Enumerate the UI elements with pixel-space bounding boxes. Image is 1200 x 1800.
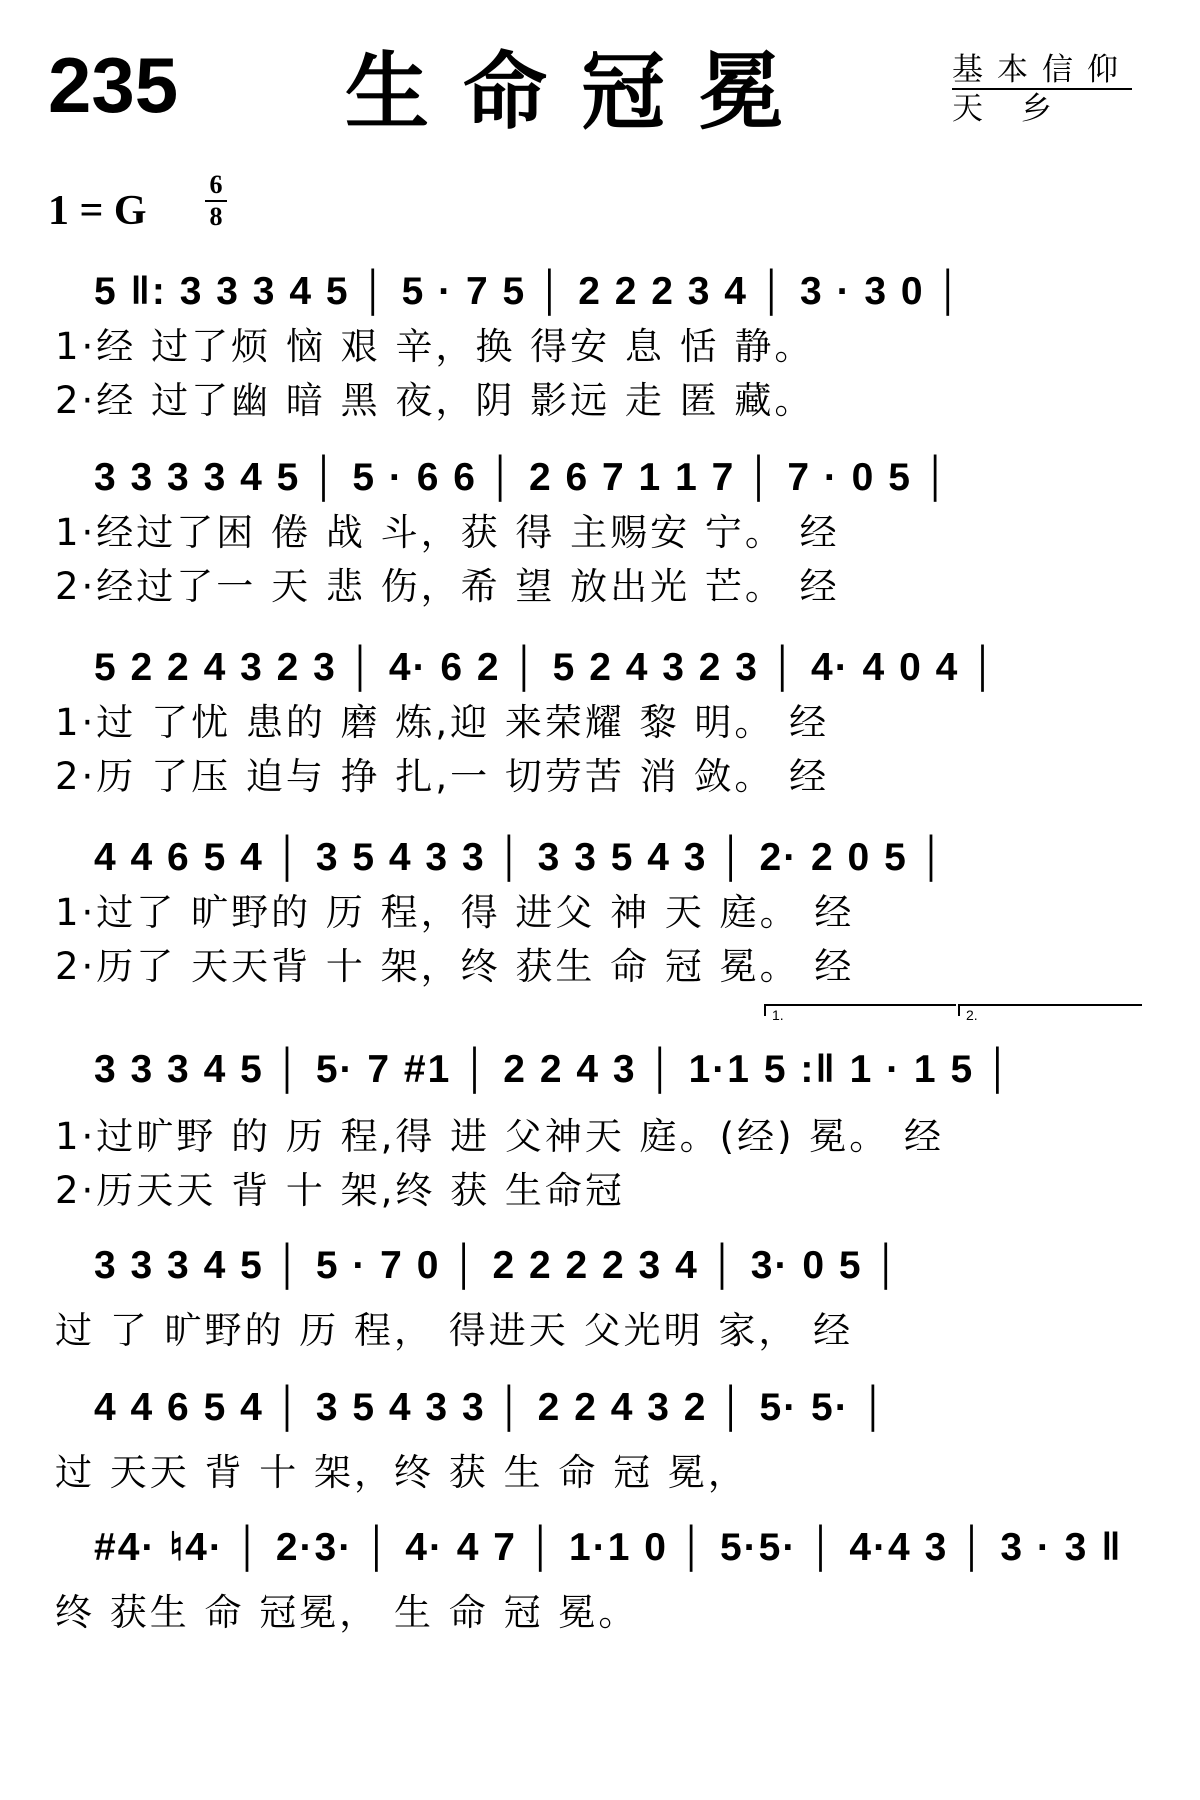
hymn-number: 235 <box>48 41 179 129</box>
hymn-author: 天 乡 <box>952 91 1066 127</box>
lyric-line-4-verse-2: 2·历了 天天背 十 架，终 获生 命 冠 冕。 经 <box>55 945 855 988</box>
lyric-line-1-verse-2: 2·经 过了幽 暗 黑 夜，阴 影远 走 匿 藏。 <box>55 379 815 422</box>
notation-line-2: 3 3 3 3 4 5 │ 5 · 6 6 │ 2 6 7 1 1 7 │ 7 · 0 5 │ <box>94 456 952 499</box>
lyric-line-3-verse-2: 2·历 了压 迫与 挣 扎,一 切劳苦 消 敛。 经 <box>55 755 830 798</box>
time-signature-bottom: 8 <box>209 202 223 231</box>
notation-line-6: 3 3 3 4 5 │ 5 · 7 0 │ 2 2 2 2 3 4 │ 3· 0 5 │ <box>94 1244 902 1287</box>
volta-bracket-2-label: 2. <box>966 1007 978 1023</box>
key-signature: 1 = G <box>48 188 147 234</box>
lyric-line-2-verse-2: 2·经过了一 天 悲 伤，希 望 放出光 芒。 经 <box>55 565 840 608</box>
lyric-line-3-verse-1: 1·过 了忧 患的 磨 炼,迎 来荣耀 黎 明。 经 <box>55 701 830 744</box>
notation-line-4: 4 4 6 5 4 │ 3 5 4 3 3 │ 3 3 5 4 3 │ 2· 2 0 5 │ <box>94 836 947 879</box>
hymn-title: 生命冠冕 <box>345 43 818 141</box>
lyric-line-2-verse-1: 1·经过了困 倦 战 斗，获 得 主赐安 宁。 经 <box>55 511 840 554</box>
volta-bracket-1 <box>764 1004 956 1023</box>
lyric-line-5-verse-1: 1·过旷野 的 历 程,得 进 父神天 庭。(经) 冕。 经 <box>55 1115 945 1158</box>
time-signature <box>205 172 227 230</box>
notation-line-1: 5 ‖: 3 3 3 4 5 │ 5 · 7 5 │ 2 2 2 3 4 │ 3 · 3 0 │ <box>94 270 964 313</box>
notation-line-7: 4 4 6 5 4 │ 3 5 4 3 3 │ 2 2 4 3 2 │ 5· 5· │ <box>94 1386 889 1429</box>
volta-bracket-1-label: 1. <box>772 1007 784 1023</box>
lyric-line-1-verse-1: 1·经 过了烦 恼 艰 辛，换 得安 息 恬 静。 <box>55 325 815 368</box>
volta-bracket-2 <box>958 1004 1142 1023</box>
lyric-line-8: 终 获生 命 冠冕， 生 命 冠 冕。 <box>55 1591 639 1634</box>
lyric-line-5-verse-2: 2·历天天 背 十 架,终 获 生命冠 <box>55 1169 625 1212</box>
notation-line-3: 5 2 2 4 3 2 3 │ 4· 6 2 │ 5 2 4 3 2 3 │ 4· 4 0 4 │ <box>94 646 999 689</box>
time-signature-top: 6 <box>209 170 223 199</box>
lyric-line-6: 过 了 旷野的 历 程， 得进天 父光明 家， 经 <box>55 1309 854 1352</box>
notation-line-8: #4· ♮4· │ 2·3· │ 4· 4 7 │ 1·1 0 │ 5·5· │ 4·4 3 │ 3 · 3 ‖ <box>94 1526 1123 1569</box>
lyric-line-4-verse-1: 1·过了 旷野的 历 程，得 进父 神 天 庭。 经 <box>55 891 855 934</box>
lyric-line-7: 过 天天 背 十 架，终 获 生 命 冠 冕， <box>55 1451 748 1494</box>
hymn-category: 基本信仰 <box>952 52 1132 88</box>
notation-line-5: 3 3 3 4 5 │ 5· 7 #1 │ 2 2 4 3 │ 1·1 5 :‖ 1 · 1 5 │ <box>94 1048 1014 1091</box>
